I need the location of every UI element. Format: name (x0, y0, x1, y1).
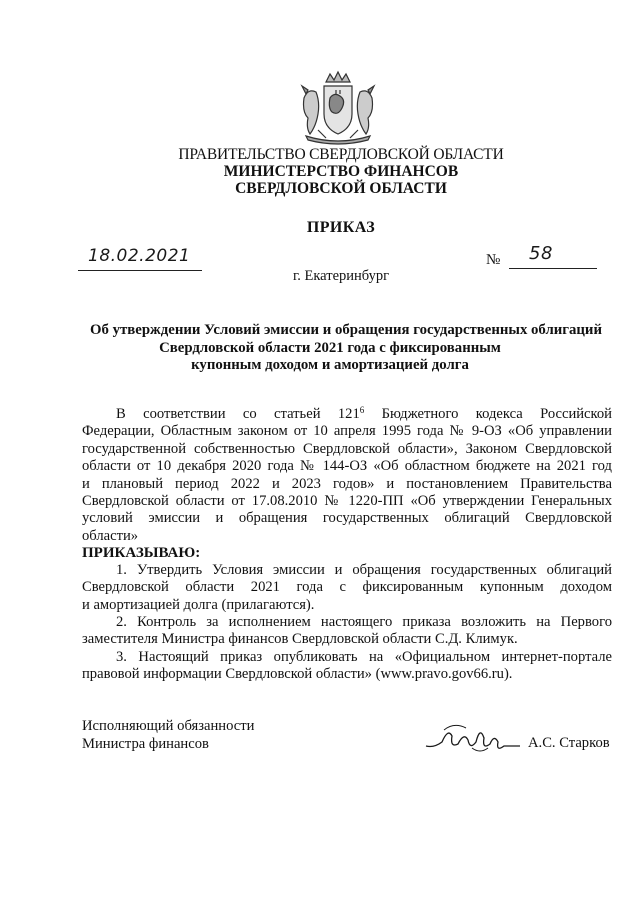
date-field (78, 244, 202, 271)
preamble-line: государственной собственностью Свердловской области», Законом Свердловской (82, 440, 612, 457)
subject-line: Свердловской области 2021 года с фиксированным (159, 339, 501, 356)
order-title: ПРИКАЗ (306, 219, 376, 236)
order-directive: ПРИКАЗЫВАЮ: (82, 545, 201, 561)
number-field (509, 243, 597, 269)
preamble-line: области» (82, 527, 139, 544)
preamble-line: области от 10 декабря 2020 года № 144-ОЗ «Об областном бюджете на 2021 год (82, 458, 612, 475)
subject-line: Об утверждении Условий эмиссии и обращения государственных облигаций (90, 322, 602, 338)
item-line: заместителя Министра финансов Свердловской области С.Д. Климук. (82, 631, 518, 648)
order-number: 58 (529, 243, 553, 264)
item-line: правовой информации Свердловской области» (www.pravo.gov66.ru). (82, 666, 513, 683)
preamble-line: В соответствии со статьей $121^6$ Бюджетного кодекса Российской (116, 405, 612, 422)
order-item-1 (82, 562, 612, 614)
city: г. Екатеринбург (292, 268, 390, 284)
ministry-region: СВЕРДЛОВСКОЙ ОБЛАСТИ (235, 180, 447, 197)
preamble-paragraph (82, 406, 612, 545)
preamble-line: Федерации, Областным законом от 10 апреля 1995 года № 9-ОЗ «Об управлении (82, 423, 612, 440)
item-line: и амортизацией долга (прилагаются). (82, 596, 315, 613)
date-value: 18.02.2021 (88, 246, 191, 266)
order-item-3 (82, 649, 612, 684)
preamble-line: и плановый период 2022 и 2023 годов» и постановлением Правительства (82, 475, 612, 492)
position-line: Министра финансов (82, 735, 209, 752)
subject-line: купонным доходом и амортизацией долга (191, 357, 469, 373)
order-subject (90, 322, 602, 375)
government-name: ПРАВИТЕЛЬСТВО СВЕРДЛОВСКОЙ ОБЛАСТИ (178, 146, 504, 163)
superscript: 6 (359, 405, 365, 415)
item-line: 2. Контроль за исполнением настоящего приказа возложить на Первого (116, 614, 612, 630)
preamble-line: условий эмиссии и обращения государственных облигаций Свердловской (82, 510, 612, 527)
position-line: Исполняющий обязанности (82, 718, 255, 734)
number-label: № (486, 252, 501, 268)
handwritten-signature-icon (424, 718, 524, 758)
signatory-position (82, 718, 254, 753)
item-line: 1. Утвердить Условия эмиссии и обращения государственных облигаций (116, 562, 612, 578)
preamble-line: Свердловской области от 17.08.2010 № 1220-ПП «Об утверждении Генеральных (82, 493, 612, 510)
order-item-2 (82, 614, 612, 649)
ministry-name: МИНИСТЕРСТВО ФИНАНСОВ (223, 163, 459, 180)
item-line: Свердловской области 2021 года с фиксированным купонным доходом (82, 579, 612, 596)
coat-of-arms-icon (296, 68, 380, 146)
signer-name: А.С. Старков (528, 735, 610, 751)
item-line: 3. Настоящий приказ опубликовать на «Официальном интернет-портале (116, 649, 612, 665)
